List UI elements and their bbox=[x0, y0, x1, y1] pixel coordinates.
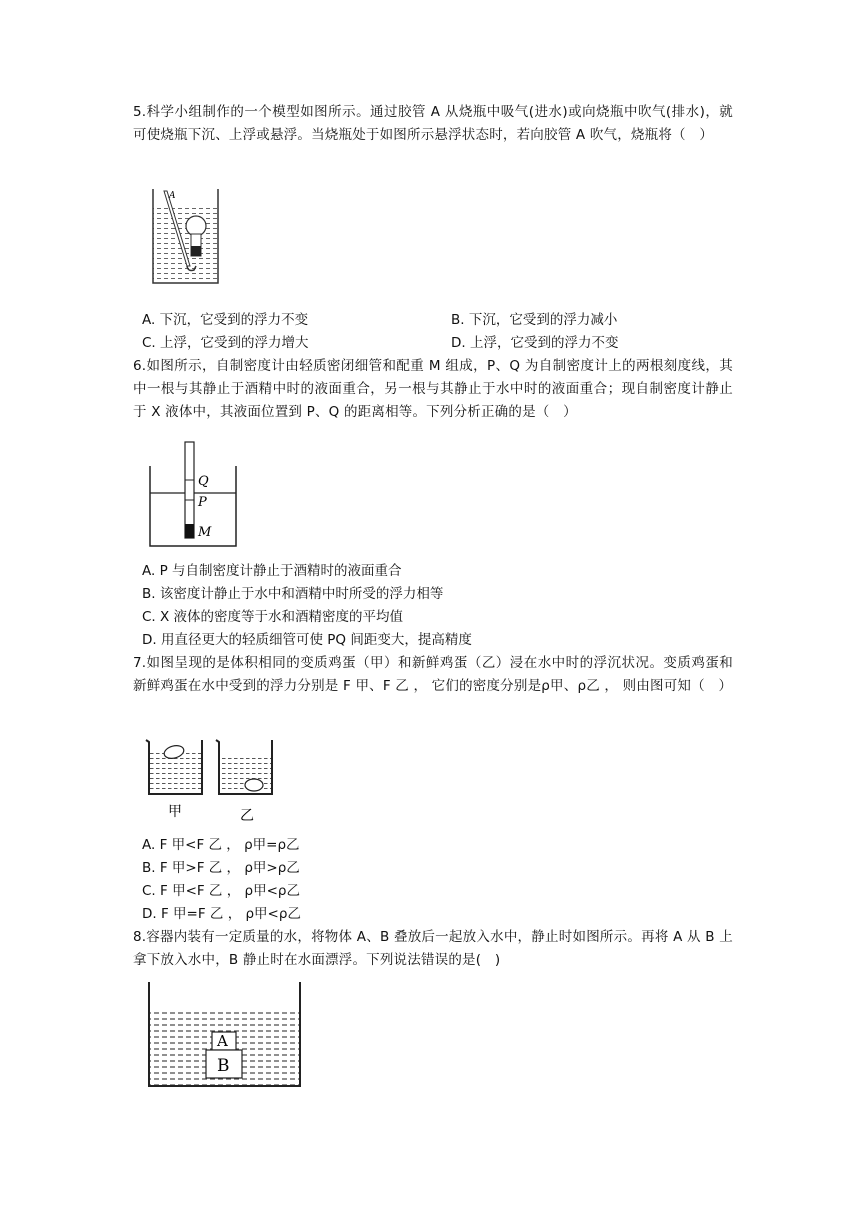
q6-label-q: Q bbox=[198, 474, 209, 489]
q7-eggs-figure bbox=[144, 736, 284, 828]
q7-label-yi: 乙 bbox=[240, 808, 254, 824]
q8-blocks-figure bbox=[146, 980, 304, 1090]
q5-option-b: B. 下沉，它受到的浮力减小 bbox=[451, 312, 618, 328]
q5-figure-label-a: A bbox=[169, 191, 176, 201]
q5-option-d: D. 上浮，它受到的浮力不变 bbox=[451, 335, 619, 351]
q7-label-jia: 甲 bbox=[168, 804, 182, 820]
q5-flask-figure bbox=[150, 186, 222, 286]
q8-label-a: A bbox=[217, 1032, 228, 1050]
q6-stem: 6.如图所示，自制密度计由轻质密闭细管和配重 M 组成，P、Q 为自制密度计上的两根刻度线，其中一根与其静止于酒精中时的液面重合，另一根与其静止于水中时的液面重合；现自制密度计静止于 X 液体中，其液面位置到 P、Q 的距离相等。下列分析正确的是（ ） bbox=[133, 358, 733, 420]
q6-option-c: C. X 液体的密度等于水和酒精密度的平均值 bbox=[142, 609, 404, 625]
q8-stem: 8.容器内装有一定质量的水，将物体 A、B 叠放后一起放入水中，静止时如图所示。再将 A 从 B 上拿下放入水中，B 静止时在水面漂浮。下列说法错误的是( ) bbox=[133, 929, 733, 968]
q8-label-b: B bbox=[217, 1056, 230, 1076]
q5-option-c: C. 上浮，它受到的浮力增大 bbox=[142, 335, 309, 351]
q5-stem: 5.科学小组制作的一个模型如图所示。通过胶管 A 从烧瓶中吸气(进水)或向烧瓶中吹气(排水)，就可使烧瓶下沉、上浮或悬浮。当烧瓶处于如图所示悬浮状态时，若向胶管 A 吹气，烧瓶将（ ） bbox=[133, 104, 733, 143]
q7-stem: 7.如图呈现的是体积相同的变质鸡蛋（甲）和新鲜鸡蛋（乙）浸在水中时的浮沉状况。变质鸡蛋和新鲜鸡蛋在水中受到的浮力分别是 F 甲、F 乙 ， 它们的密度分别是ρ甲、ρ乙 ， 则由图可知（ ） bbox=[133, 655, 733, 694]
q6-option-a: A. P 与自制密度计静止于酒精时的液面重合 bbox=[142, 563, 402, 579]
q5-option-a: A. 下沉，它受到的浮力不变 bbox=[142, 312, 309, 328]
q6-label-p: P bbox=[198, 495, 207, 510]
q6-option-d: D. 用直径更大的轻质细管可使 PQ 间距变大，提高精度 bbox=[142, 632, 472, 648]
q7-option-c: C. F 甲<F 乙 ， ρ甲<ρ乙 bbox=[142, 883, 300, 899]
q7-option-d: D. F 甲=F 乙 ， ρ甲<ρ乙 bbox=[142, 906, 301, 922]
q7-option-b: B. F 甲>F 乙 ， ρ甲>ρ乙 bbox=[142, 860, 300, 876]
q6-label-m: M bbox=[198, 525, 212, 540]
q6-hydrometer-figure bbox=[148, 440, 240, 548]
q6-option-b: B. 该密度计静止于水中和酒精中时所受的浮力相等 bbox=[142, 586, 444, 602]
q7-option-a: A. F 甲<F 乙 ， ρ甲=ρ乙 bbox=[142, 837, 300, 853]
